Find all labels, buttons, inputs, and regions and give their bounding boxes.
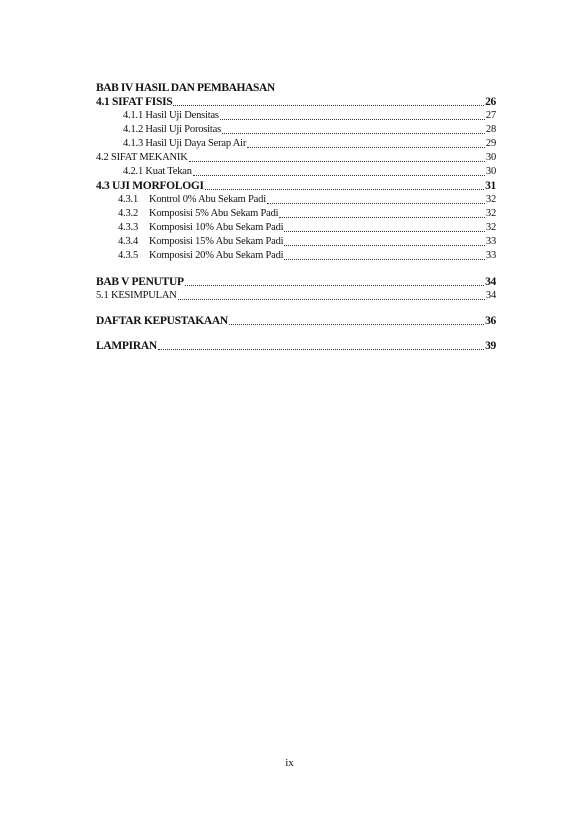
toc-entry-page: 33 [485,236,496,247]
page-number: ix [285,757,294,769]
leader-dots [267,203,485,204]
toc-entry-4-2-1[interactable] [96,165,496,179]
toc-entry-number: 4.3.2 [118,208,139,219]
toc-entry-5-1[interactable] [96,289,496,303]
chapter-4-heading [96,82,496,95]
toc-entry-label: LAMPIRAN [96,340,157,352]
toc-entry-page: 33 [485,250,496,261]
toc-entry-page: 30 [485,152,496,163]
toc-entry-number: 4.3.4 [118,236,139,247]
toc-entry-page: 32 [485,222,496,233]
toc-entry-label: 4.1.3 Hasil Uji Daya Serap Air [123,138,247,149]
toc-entry-4-3-5[interactable] [96,249,496,263]
toc-entry-4-3[interactable] [96,179,496,193]
leader-dots [284,259,484,260]
toc-entry-label: 4.2.1 Kuat Tekan [123,166,192,177]
toc-entry-label: Komposisi 10% Abu Sekam Padi [149,222,284,233]
leader-dots [284,245,484,246]
leader-dots [284,231,484,232]
toc-entry-lampiran[interactable] [96,339,496,353]
leader-dots [185,285,484,286]
toc-entry-number: 4.3.5 [118,250,139,261]
leader-dots [229,324,484,325]
toc-entry-label: 5.1 KESIMPULAN [96,290,177,301]
toc-entry-label: Kontrol 0% Abu Sekam Padi [149,194,266,205]
leader-dots [222,133,485,134]
leader-dots [279,217,485,218]
leader-dots [247,147,485,148]
toc-entry-page: 36 [485,315,496,327]
toc-entry-4-1-3[interactable] [96,137,496,151]
leader-dots [193,175,485,176]
toc-entry-page: 34 [485,276,496,288]
toc-entry-label: 4.1 SIFAT FISIS [96,96,173,108]
leader-dots [173,105,484,106]
toc-entry-label: 4.2 SIFAT MEKANIK [96,152,188,163]
toc-entry-label: Komposisi 5% Abu Sekam Padi [149,208,279,219]
toc-entry-label: 4.1.2 Hasil Uji Porositas [123,124,221,135]
toc-entry-page: 28 [485,124,496,135]
toc-entry-4-3-3[interactable] [96,221,496,235]
toc-entry-page: 31 [485,180,496,192]
toc-entry-daftar-kepustakaan[interactable] [96,314,496,328]
toc-entry-chapter-5[interactable] [96,275,496,289]
leader-dots [178,299,485,300]
toc-entry-label: Komposisi 15% Abu Sekam Padi [149,236,284,247]
toc-entry-page: 39 [485,340,496,352]
leader-dots [158,349,484,350]
toc-entry-page: 27 [485,110,496,121]
toc-entry-4-3-1[interactable] [96,193,496,207]
toc-entry-4-1-1[interactable] [96,109,496,123]
leader-dots [189,161,485,162]
leader-dots [220,119,485,120]
toc-entry-label: BAB V PENUTUP [96,276,184,288]
toc-entry-page: 32 [485,208,496,219]
toc-entry-number: 4.3.3 [118,222,139,233]
toc-entry-label: 4.3 UJI MORFOLOGI [96,180,204,192]
toc-entry-page: 34 [485,290,496,301]
toc-entry-4-1[interactable] [96,95,496,109]
toc-entry-page: 26 [485,96,496,108]
toc-entry-page: 29 [485,138,496,149]
toc-entry-page: 32 [485,194,496,205]
toc-entry-4-2[interactable] [96,151,496,165]
toc-entry-4-1-2[interactable] [96,123,496,137]
toc-entry-label: Komposisi 20% Abu Sekam Padi [149,250,284,261]
leader-dots [205,189,484,190]
table-of-contents [96,82,496,353]
toc-entry-label: 4.1.1 Hasil Uji Densitas [123,110,219,121]
toc-entry-label: DAFTAR KEPUSTAKAAN [96,315,228,327]
chapter-4-title: BAB IV HASIL DAN PEMBAHASAN [96,82,275,94]
toc-entry-4-3-4[interactable] [96,235,496,249]
toc-entry-4-3-2[interactable] [96,207,496,221]
toc-entry-page: 30 [485,166,496,177]
toc-entry-number: 4.3.1 [118,194,139,205]
